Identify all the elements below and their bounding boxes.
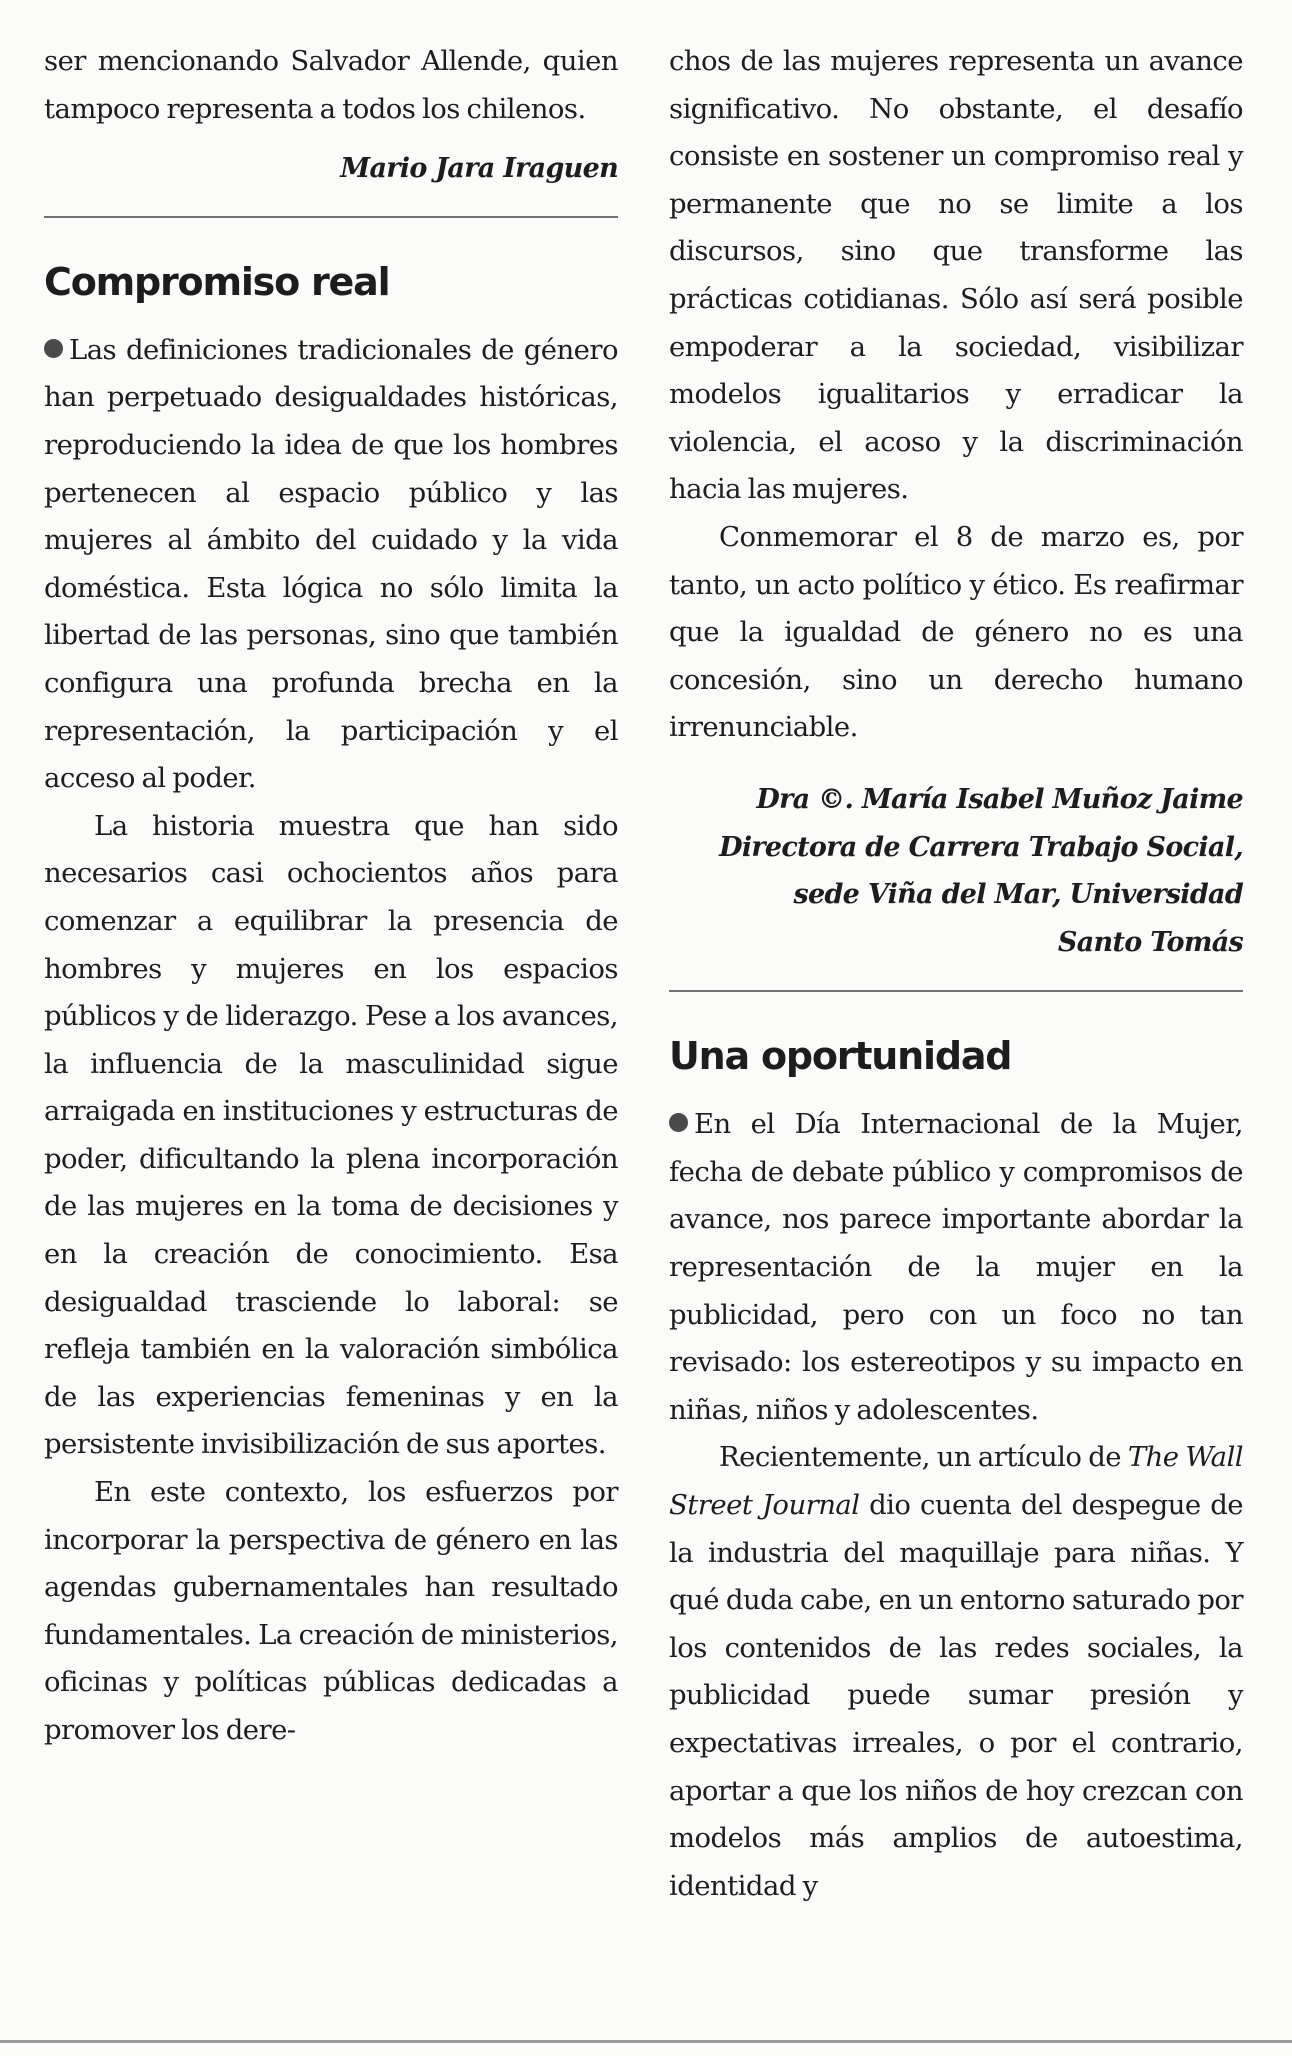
signature-name: Dra ©. María Isabel Muñoz Jaime [756, 783, 1243, 815]
left-column [44, 38, 618, 1755]
article-paragraph: Recientemente, un artículo de The Wall Street Journal dio cuenta del despegue de la industria del maquillaje para niñas. Y qué duda cabe, en un entorno saturado por los contenidos de las redes sociales, la publicidad puede sumar presión y expectativas irreales, o por el contrario, aportar a que los niños de hoy crezcan con modelos más amplios de autoestima, identidad y [669, 1441, 1243, 1902]
article-paragraph: En este contexto, los esfuerzos por incorporar la perspectiva de género en las agendas gubernamentales han resultado fundamentales. La creación de ministerios, oficinas y políticas públicas dedicadas a promover los dere- [44, 1476, 618, 1746]
section-title-compromiso: Compromiso real [44, 259, 390, 304]
article-paragraph: En el Día Internacional de la Mujer, fecha de debate público y compromisos de avance, nos parece importante abordar la representación de la mujer en la publicidad, pero con un foco no tan revisado: los estereotipos y su impacto en niñas, niños y adolescentes. [669, 1108, 1243, 1426]
author-signature [669, 776, 1243, 966]
opening-signature: Mario Jara Iraguen [340, 153, 618, 185]
page-bottom-border [0, 2040, 1292, 2043]
signature-affiliation: sede Viña del Mar, Universidad [793, 879, 1243, 911]
article-paragraph: Las definiciones tradicionales de género han perpetuado desigualdades históricas, reproduciendo la idea de que los hombres pertenecen al espacio público y las mujeres al ámbito del cuidado y la vida doméstica. Esta lógica no sólo limita la libertad de las personas, sino que también configura una profunda brecha en la representación, la participación y el acceso al poder. [44, 333, 618, 795]
publication-name: The Wall Street Journal [669, 1441, 1243, 1522]
right-column [669, 38, 1243, 1910]
bullet-icon [44, 339, 63, 358]
section-title-oportunidad: Una oportunidad [669, 1034, 1012, 1079]
article-paragraph: chos de las mujeres representa un avance significativo. No obstante, el desafío consiste en sostener un compromiso real y permanente que no se limite a los discursos, sino que transforme las prácticas cotidianas. Sólo así será posible empoderar a la sociedad, visibilizar modelos igualitarios y erradicar la violencia, el acoso y la discriminación hacia las mujeres. [669, 45, 1243, 506]
article-paragraph: La historia muestra que han sido necesarios casi ochocientos años para comenzar a equilibrar la presencia de hombres y mujeres en los espacios públicos y de liderazgo. Pese a los avances, la influencia de la masculinidad sigue arraigada en instituciones y estructuras de poder, dificultando la plena incorporación de las mujeres en la toma de decisiones y en la creación de conocimiento. Esa desigualdad trasciende lo laboral: se refleja también en la valoración simbólica de las experiencias femeninas y en la persistente invisibilización de sus aportes. [44, 809, 618, 1461]
article-paragraph: Conmemorar el 8 de marzo es, por tanto, un acto político y ético. Es reafirmar que la igualdad de género no es una concesión, sino un derecho humano irrenunciable. [669, 520, 1243, 744]
bullet-icon [669, 1113, 688, 1132]
opening-paragraph: ser mencionando Salvador Allende, quien tampoco representa a todos los chilenos. [44, 45, 618, 125]
signature-title: Directora de Carrera Trabajo Social, [719, 831, 1243, 863]
signature-university: Santo Tomás [1057, 926, 1243, 958]
